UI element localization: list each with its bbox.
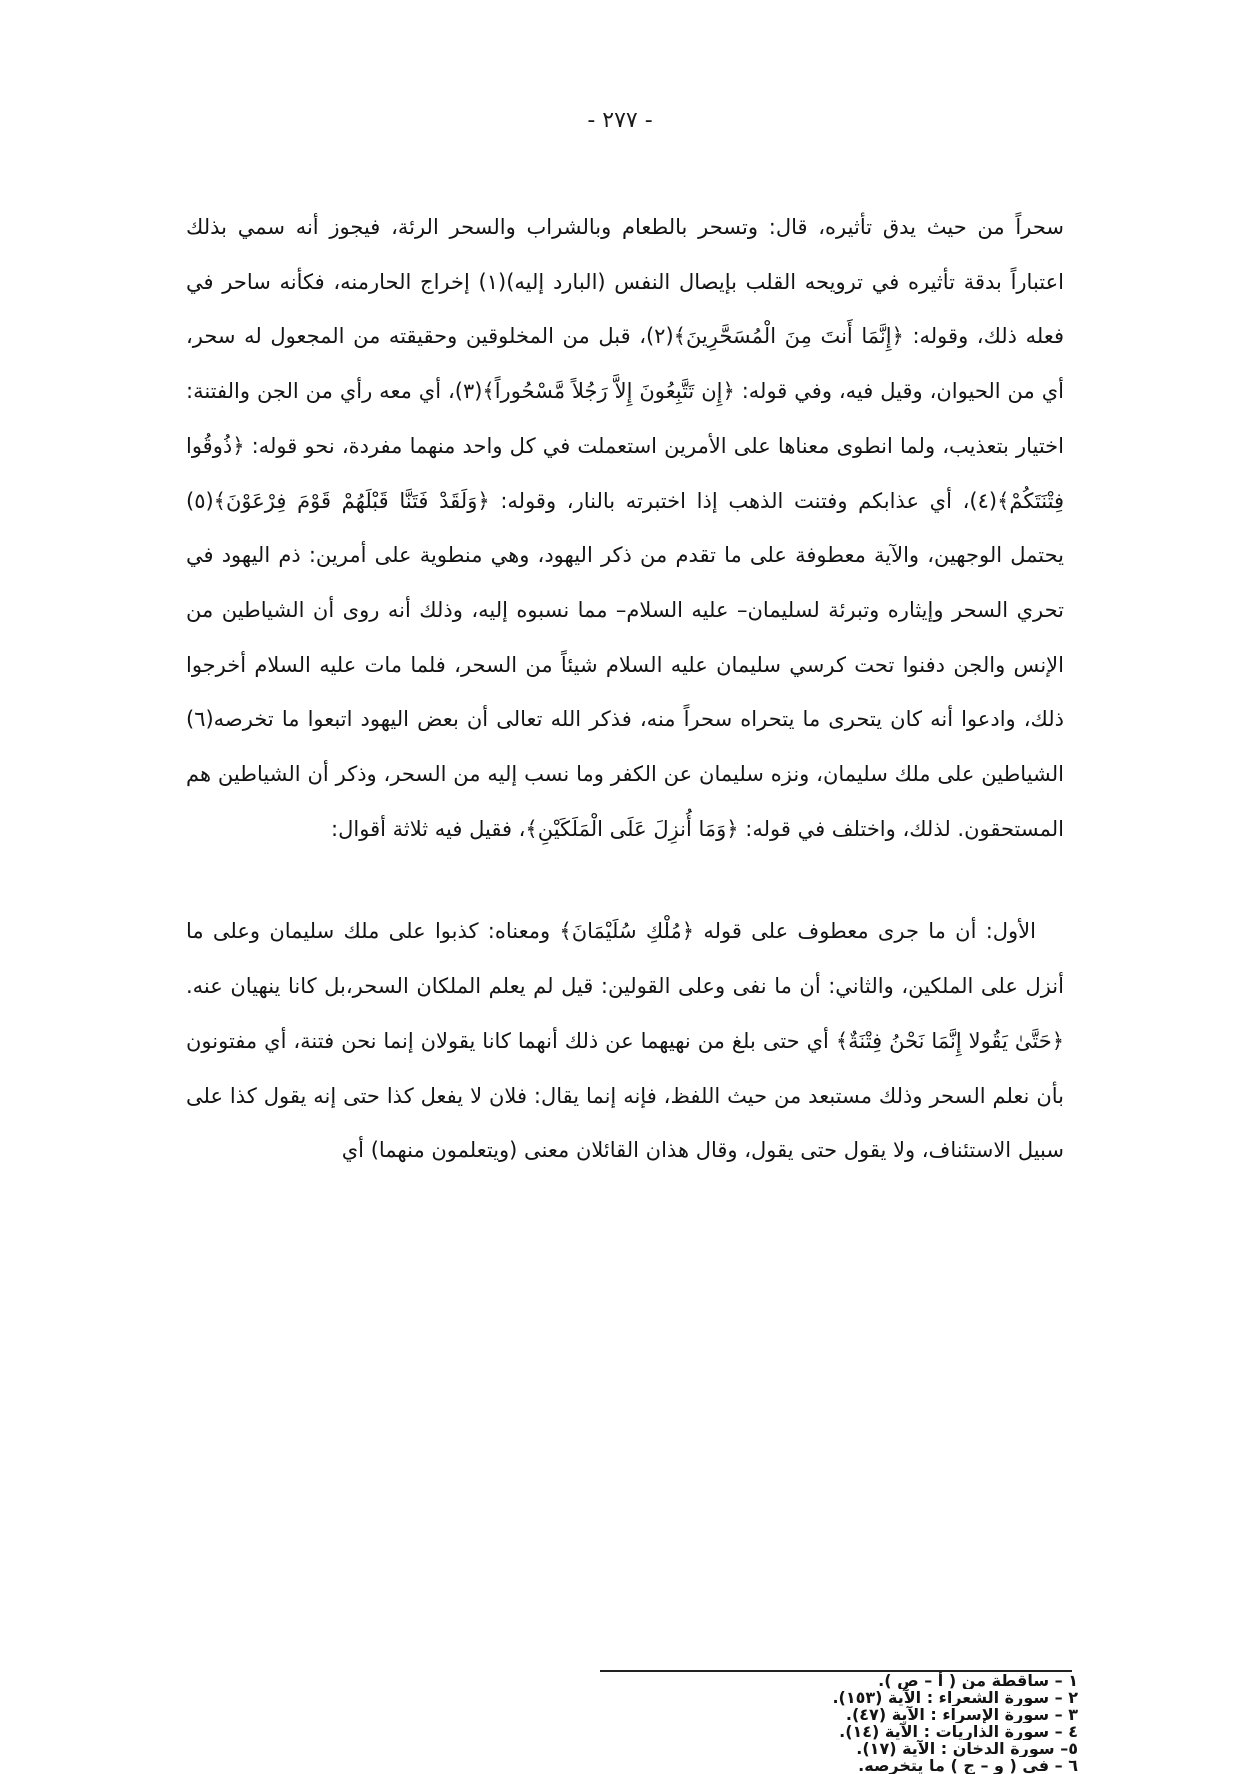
footnote-1: ١ – ساقطة من ( أ – ص ). bbox=[878, 1672, 1078, 1689]
footnote-3: ٣ – سورة الإسراء : الآية (٤٧). bbox=[845, 1706, 1078, 1723]
body-paragraph-2-text: الأول: أن ما جرى معطوف على قوله ﴿مُلْكِ سُلَيْمَانَ﴾ ومعناه: كذبوا على ملك سليمان وعلى ما أنزل على الملكين، والثاني: أن ما نفى وعلى القولين: قيل لم يعلم الملكان السحر،بل كانا ينهيان عنه. ﴿حَتَّىٰ يَقُولا إِنَّمَا نَحْنُ فِتْنَةٌ﴾ أي حتى بلغ من نهيهما عن ذلك أنهما كانا يقولان إنما نحن فتنة، أي مفتونون بأن نعلم السحر وذلك مستبعد من حيث اللفظ، فإنه إنما يقال: فلان لا يفعل كذا حتى إنه يقول كذا على سبيل الاستئناف، ولا يقول حتى يقول، وقال هذان القائلان معنى (ويتعلمون منهما) أي bbox=[186, 919, 1064, 1163]
footnote-5: ٥– سورة الدخان : الآية (١٧). bbox=[856, 1740, 1078, 1757]
main-text bbox=[186, 200, 1064, 1178]
page-number: - ٢٧٧ - bbox=[587, 108, 653, 133]
body-paragraph-1: سحراً من حيث يدق تأثيره، قال: وتسحر بالطعام وبالشراب والسحر الرئة، فيجوز أنه سمي بذلك اعتباراً بدقة تأثيره في ترويحه القلب بإيصال النفس (البارد إليه)(١) إخراج الحارمنه، فكأنه ساحر في فعله ذلك، وقوله: ﴿إِنَّمَا أَنتَ مِنَ الْمُسَحَّرِينَ﴾(٢)، قبل من المخلوقين وحقيقته من المجعول له سحر، أي من الحيوان، وقيل فيه، وفي قوله: ﴿إِن تَتَّبِعُونَ إِلاَّ رَجُلاً مَّسْحُوراً﴾(٣)، أي معه رأي من الجن والفتنة: اختيار بتعذيب، ولما انطوى معناها على الأمرين استعملت في كل واحد منهما مفردة، نحو قوله: ﴿ذُوقُوا فِتْنَتَكُمْ﴾(٤)، أي عذابكم وفتنت الذهب إذا اختبرته بالنار، وقوله: ﴿وَلَقَدْ فَتَنَّا قَبْلَهُمْ قَوْمَ فِرْعَوْنَ﴾(٥) يحتمل الوجهين، والآية معطوفة على ما تقدم من ذكر اليهود، وهي منطوية على أمرين: ذم اليهود في تحري السحر وإيثاره وتبرئة لسليمان– عليه السلام– مما نسبوه إليه، وذلك أنه روى أن الشياطين من الإنس والجن دفنوا تحت كرسي سليمان عليه السلام شيئاً من السحر، فلما مات عليه السلام أخرجوا ذلك، وادعوا أنه كان يتحرى ما يتحراه سحراً منه، فذكر الله تعالى أن بعض اليهود اتبعوا ما تخرصه(٦) الشياطين على ملك سليمان، ونزه سليمان عن الكفر وما نسب إليه من السحر، وذكر أن الشياطين هم المستحقون. لذلك، واختلف في قوله: ﴿وَمَا أُنزِلَ عَلَى الْمَلَكَيْنِ﴾، فقيل فيه ثلاثة أقوال: bbox=[186, 215, 1064, 841]
footnote-6: ٦ – في ( و – ج ) ما يتخرصه. bbox=[858, 1757, 1078, 1774]
footnote-4: ٤ – سورة الذاريات : الآية (١٤). bbox=[839, 1723, 1078, 1740]
footnote-2: ٢ – سورة الشعراء : الآية (١٥٣). bbox=[832, 1689, 1078, 1706]
body-paragraph-2 bbox=[186, 904, 1064, 1178]
footnotes-list bbox=[620, 1672, 1078, 1774]
